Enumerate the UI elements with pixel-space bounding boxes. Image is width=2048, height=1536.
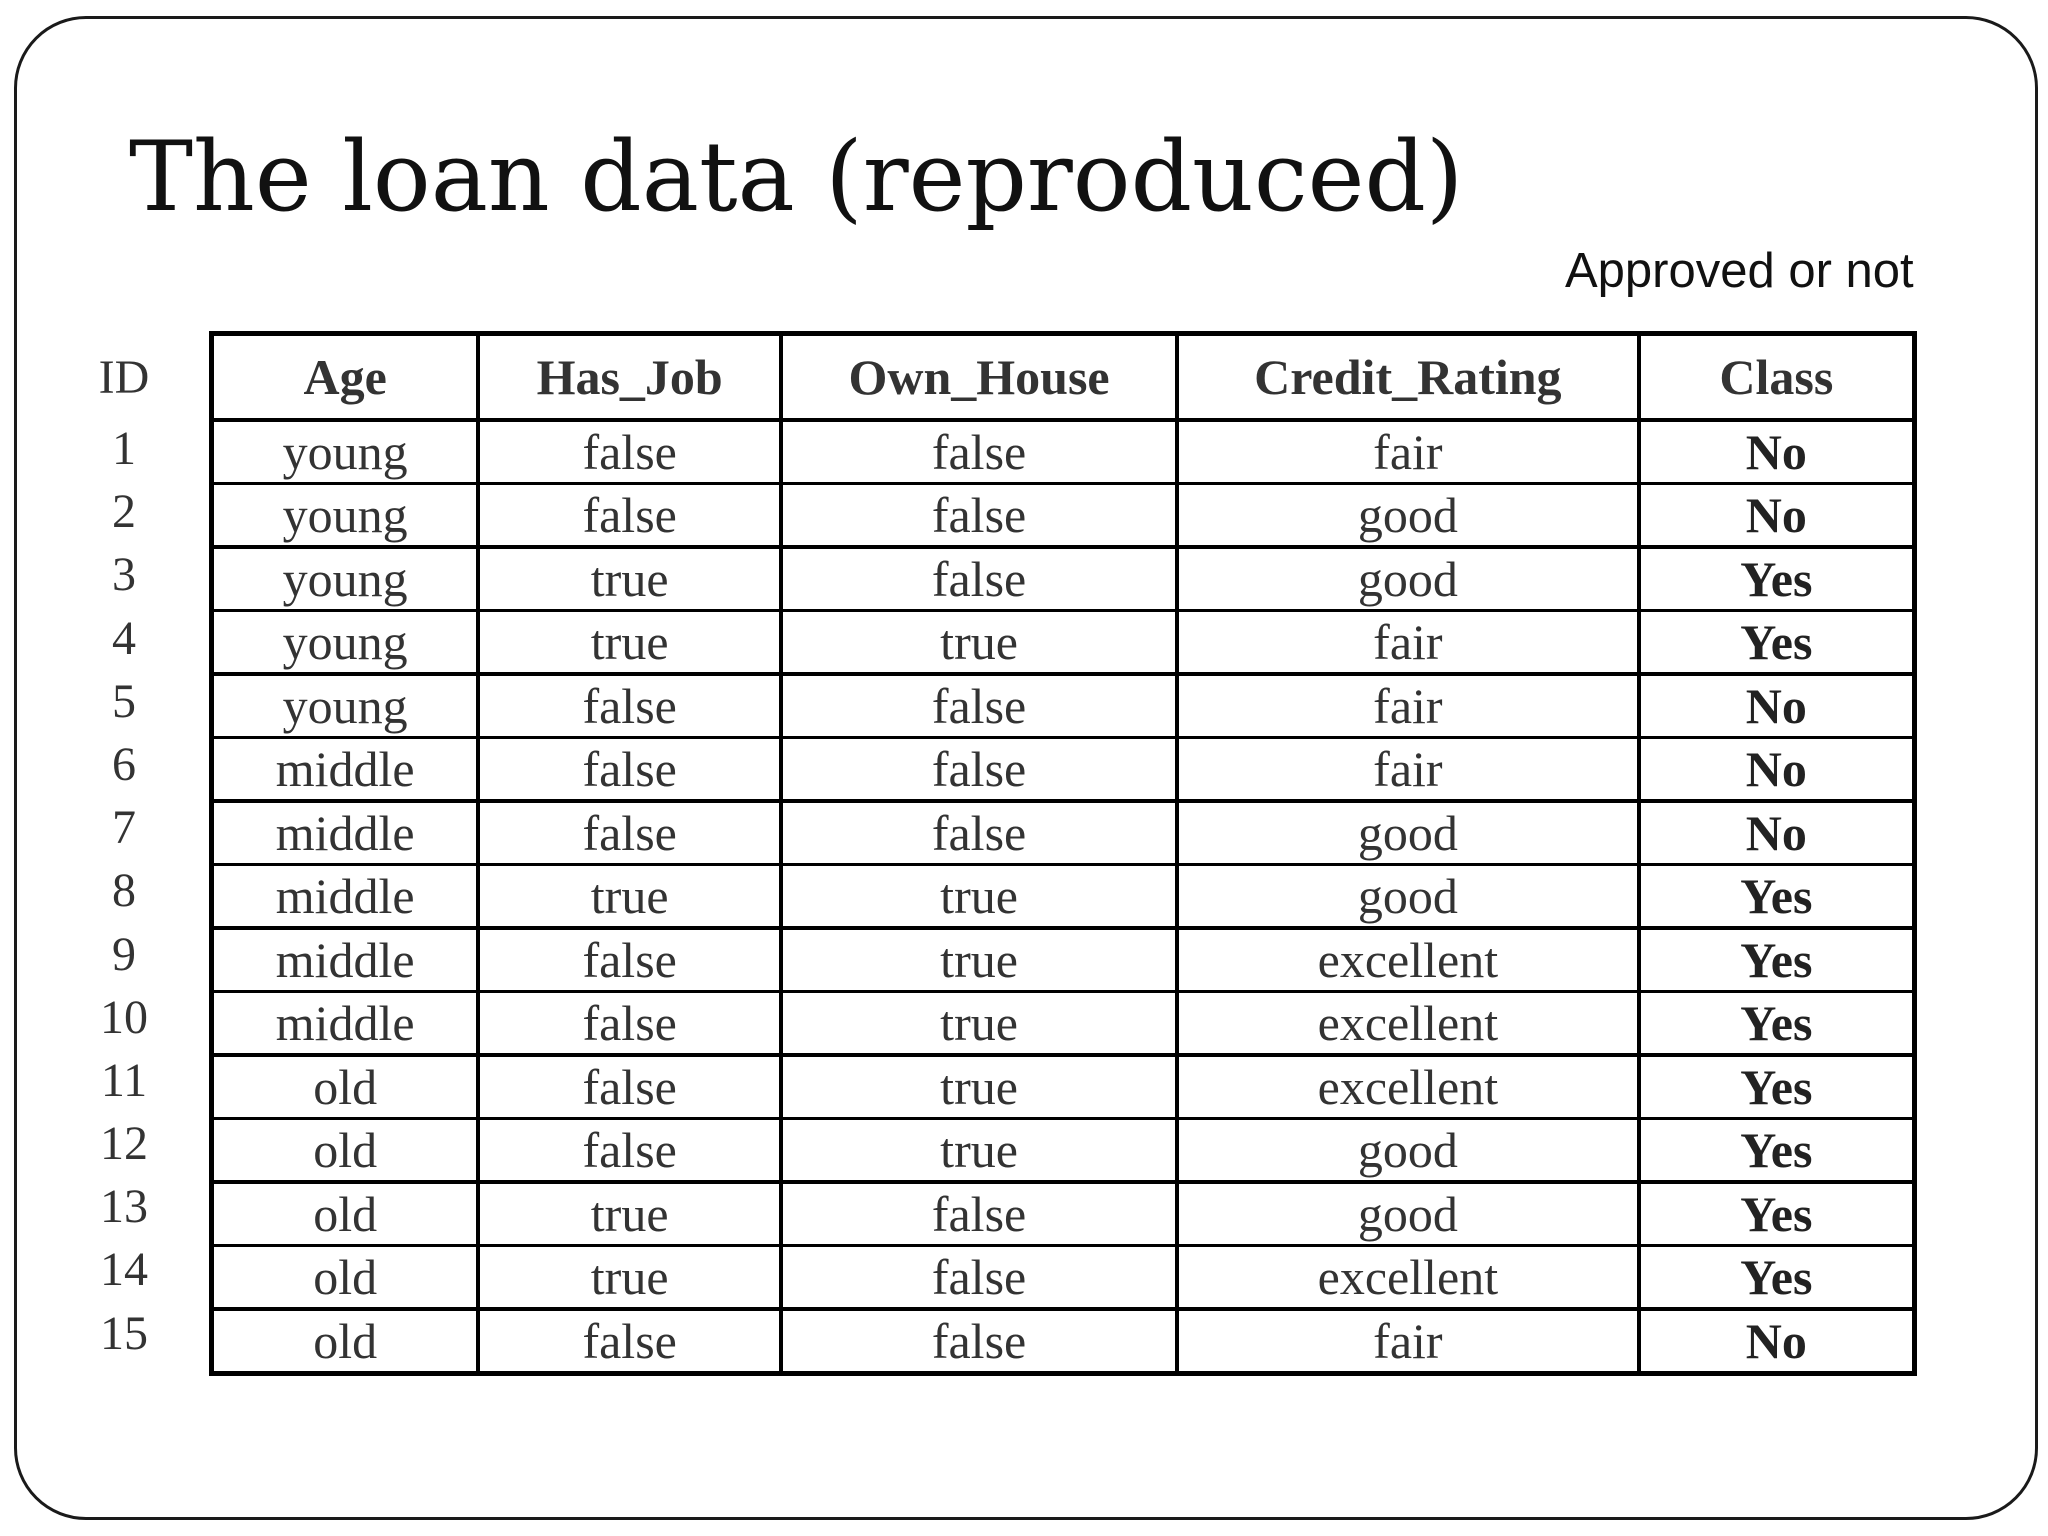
table-row (212, 738, 1915, 802)
row-id: 15 (100, 1306, 148, 1360)
age-cell: young (212, 611, 479, 675)
own-house-cell: false (781, 420, 1177, 484)
age-cell: old (212, 1246, 479, 1310)
own-house-cell: true (781, 992, 1177, 1056)
has-job-cell: false (478, 1119, 781, 1183)
row-id: 6 (112, 737, 136, 791)
credit-rating-cell: good (1177, 1119, 1639, 1183)
row-id: 13 (100, 1180, 148, 1234)
age-cell: middle (212, 992, 479, 1056)
credit-rating-cell: excellent (1177, 1055, 1639, 1119)
own-house-cell: false (781, 484, 1177, 548)
has-job-cell: false (478, 801, 781, 865)
age-cell: young (212, 674, 479, 738)
class-cell: Yes (1639, 928, 1915, 992)
credit-rating-cell: good (1177, 484, 1639, 548)
has-job-cell: true (478, 611, 781, 675)
row-id: 4 (112, 611, 136, 665)
table-row (212, 1309, 1915, 1374)
table-row (212, 484, 1915, 548)
age-cell: old (212, 1119, 479, 1183)
age-cell: middle (212, 801, 479, 865)
table-row (212, 865, 1915, 929)
table-row (212, 992, 1915, 1056)
credit-rating-cell: fair (1177, 611, 1639, 675)
table-row (212, 801, 1915, 865)
own-house-cell: false (781, 801, 1177, 865)
own-house-cell: true (781, 928, 1177, 992)
age-cell: middle (212, 928, 479, 992)
age-cell: old (212, 1182, 479, 1246)
row-id: 12 (100, 1117, 148, 1171)
class-annotation: Approved or not (1565, 244, 1914, 298)
table-row (212, 420, 1915, 484)
row-id: 10 (100, 990, 148, 1044)
table-row (212, 1119, 1915, 1183)
table-row (212, 1246, 1915, 1310)
class-cell: No (1639, 484, 1915, 548)
class-cell: Yes (1639, 992, 1915, 1056)
slide-title: The loan data (reproduced) (129, 121, 1464, 233)
age-cell: old (212, 1309, 479, 1374)
credit-rating-cell: good (1177, 1182, 1639, 1246)
class-cell: Yes (1639, 1246, 1915, 1310)
class-cell: No (1639, 738, 1915, 802)
row-id: 7 (112, 801, 136, 855)
row-id: 3 (112, 548, 136, 602)
own-house-cell: false (781, 1182, 1177, 1246)
class-cell: Yes (1639, 1119, 1915, 1183)
table-row (212, 674, 1915, 738)
credit-rating-cell: excellent (1177, 1246, 1639, 1310)
row-id: 14 (100, 1243, 148, 1297)
has-job-cell: true (478, 547, 781, 611)
age-cell: young (212, 484, 479, 548)
own-house-cell: false (781, 674, 1177, 738)
row-id: 1 (112, 422, 136, 475)
table-row (212, 1182, 1915, 1246)
age-cell: old (212, 1055, 479, 1119)
has-job-cell: false (478, 992, 781, 1056)
column-header-credit-rating: Credit_Rating (1177, 334, 1639, 421)
class-cell: Yes (1639, 547, 1915, 611)
class-cell: Yes (1639, 865, 1915, 929)
class-cell: Yes (1639, 1182, 1915, 1246)
age-cell: young (212, 547, 479, 611)
table-row (212, 611, 1915, 675)
credit-rating-cell: fair (1177, 738, 1639, 802)
age-cell: middle (212, 738, 479, 802)
credit-rating-cell: good (1177, 801, 1639, 865)
own-house-cell: true (781, 865, 1177, 929)
own-house-cell: false (781, 738, 1177, 802)
credit-rating-cell: excellent (1177, 992, 1639, 1056)
slide-frame (14, 16, 2038, 1520)
row-id: 8 (112, 864, 136, 918)
has-job-cell: true (478, 1246, 781, 1310)
table-header-row (212, 334, 1915, 421)
column-header-class: Class (1639, 334, 1915, 421)
credit-rating-cell: fair (1177, 420, 1639, 484)
table-row (212, 1055, 1915, 1119)
has-job-cell: false (478, 420, 781, 484)
column-header-age: Age (212, 334, 479, 421)
column-header-has-job: Has_Job (478, 334, 781, 421)
has-job-cell: true (478, 1182, 781, 1246)
credit-rating-cell: fair (1177, 1309, 1639, 1374)
own-house-cell: true (781, 1055, 1177, 1119)
has-job-cell: false (478, 1309, 781, 1374)
class-cell: No (1639, 420, 1915, 484)
class-cell: Yes (1639, 611, 1915, 675)
own-house-cell: false (781, 547, 1177, 611)
own-house-cell: true (781, 1119, 1177, 1183)
class-cell: Yes (1639, 1055, 1915, 1119)
credit-rating-cell: fair (1177, 674, 1639, 738)
id-column (79, 331, 169, 1365)
class-cell: No (1639, 1309, 1915, 1374)
own-house-cell: false (781, 1246, 1177, 1310)
own-house-cell: true (781, 611, 1177, 675)
age-cell: young (212, 420, 479, 484)
column-header-own-house: Own_House (781, 334, 1177, 421)
age-cell: middle (212, 865, 479, 929)
has-job-cell: false (478, 928, 781, 992)
has-job-cell: true (478, 865, 781, 929)
row-id: 5 (112, 674, 136, 728)
credit-rating-cell: good (1177, 547, 1639, 611)
row-id: 11 (100, 1053, 148, 1107)
own-house-cell: false (781, 1309, 1177, 1374)
has-job-cell: false (478, 1055, 781, 1119)
has-job-cell: false (478, 674, 781, 738)
class-cell: No (1639, 801, 1915, 865)
credit-rating-cell: good (1177, 865, 1639, 929)
loan-data-table (209, 331, 1917, 1376)
id-column-header: ID (98, 351, 150, 404)
table-row (212, 928, 1915, 992)
credit-rating-cell: excellent (1177, 928, 1639, 992)
has-job-cell: false (478, 484, 781, 548)
class-cell: No (1639, 674, 1915, 738)
has-job-cell: false (478, 738, 781, 802)
row-id: 9 (112, 927, 136, 981)
table-row (212, 547, 1915, 611)
row-id: 2 (112, 485, 136, 539)
